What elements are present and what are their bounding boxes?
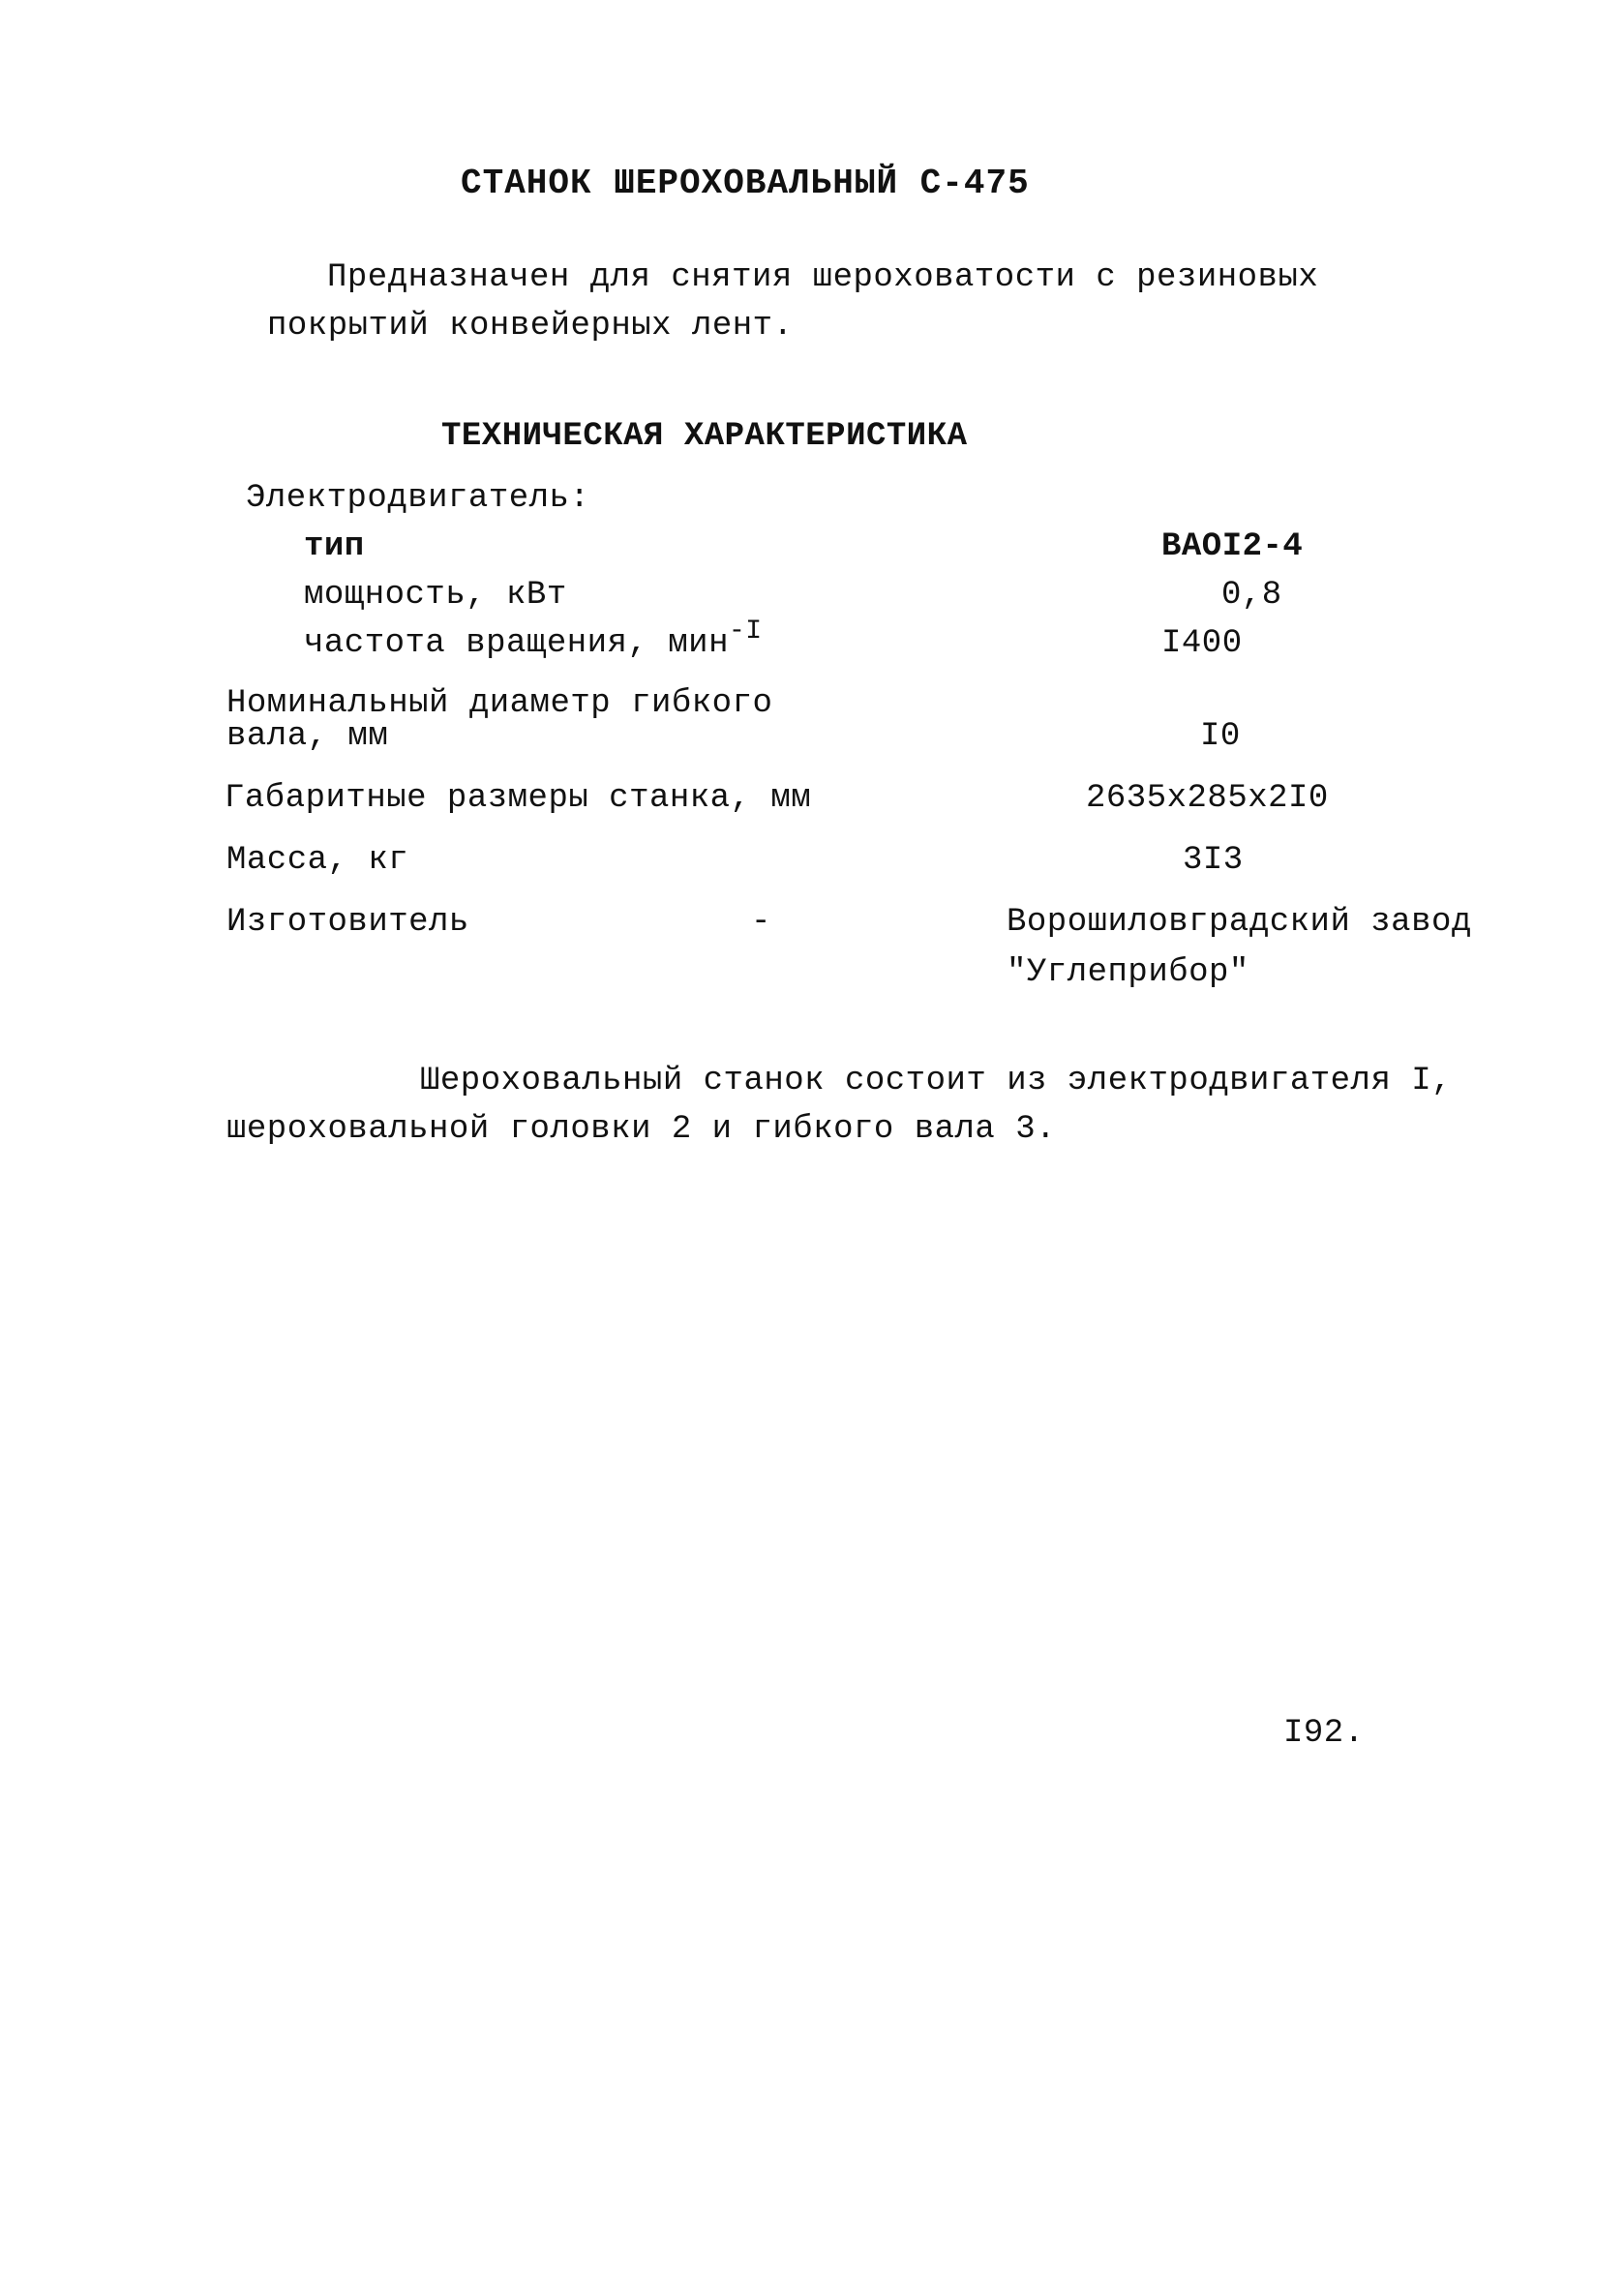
shaft-label-line-2: вала, мм bbox=[226, 718, 389, 755]
maker-value-line-1: Ворошиловградский завод bbox=[1007, 904, 1472, 941]
document-title: СТАНОК ШЕРОХОВАЛЬНЫЙ С-475 bbox=[461, 164, 1030, 203]
mass-value: 3I3 bbox=[1183, 842, 1244, 879]
rpm-label-superscript: -I bbox=[728, 617, 763, 647]
mass-label: Масса, кг bbox=[226, 842, 409, 879]
rpm-value: I400 bbox=[1161, 625, 1243, 662]
type-label: тип bbox=[304, 528, 365, 565]
rpm-label-text: частота вращения, мин bbox=[304, 625, 729, 662]
purpose-line-1: Предназначен для снятия шероховатости с резиновых bbox=[327, 259, 1319, 296]
maker-label: Изготовитель bbox=[226, 904, 469, 941]
maker-dash: - bbox=[751, 904, 771, 941]
power-label: мощность, кВт bbox=[304, 577, 567, 614]
page-number: I92. bbox=[1283, 1715, 1365, 1752]
motor-label: Электродвигатель: bbox=[246, 480, 590, 517]
maker-value-line-2: "Углеприбор" bbox=[1007, 954, 1249, 991]
shaft-label-line-1: Номинальный диаметр гибкого bbox=[226, 685, 773, 722]
type-value: ВАОI2-4 bbox=[1161, 528, 1304, 565]
shaft-value: I0 bbox=[1200, 718, 1241, 755]
spec-heading: ТЕХНИЧЕСКАЯ ХАРАКТЕРИСТИКА bbox=[441, 418, 968, 455]
rpm-label bbox=[304, 617, 763, 662]
description-line-2: шероховальной головки 2 и гибкого вала 3. bbox=[226, 1111, 1057, 1148]
purpose-line-2: покрытий конвейерных лент. bbox=[267, 308, 794, 345]
description-line-1: Шероховальный станок состоит из электродвигателя I, bbox=[420, 1063, 1453, 1099]
dims-value: 2635х285х2I0 bbox=[1086, 780, 1329, 817]
dims-label: Габаритные размеры станка, мм bbox=[225, 780, 812, 817]
power-value: 0,8 bbox=[1221, 577, 1282, 614]
